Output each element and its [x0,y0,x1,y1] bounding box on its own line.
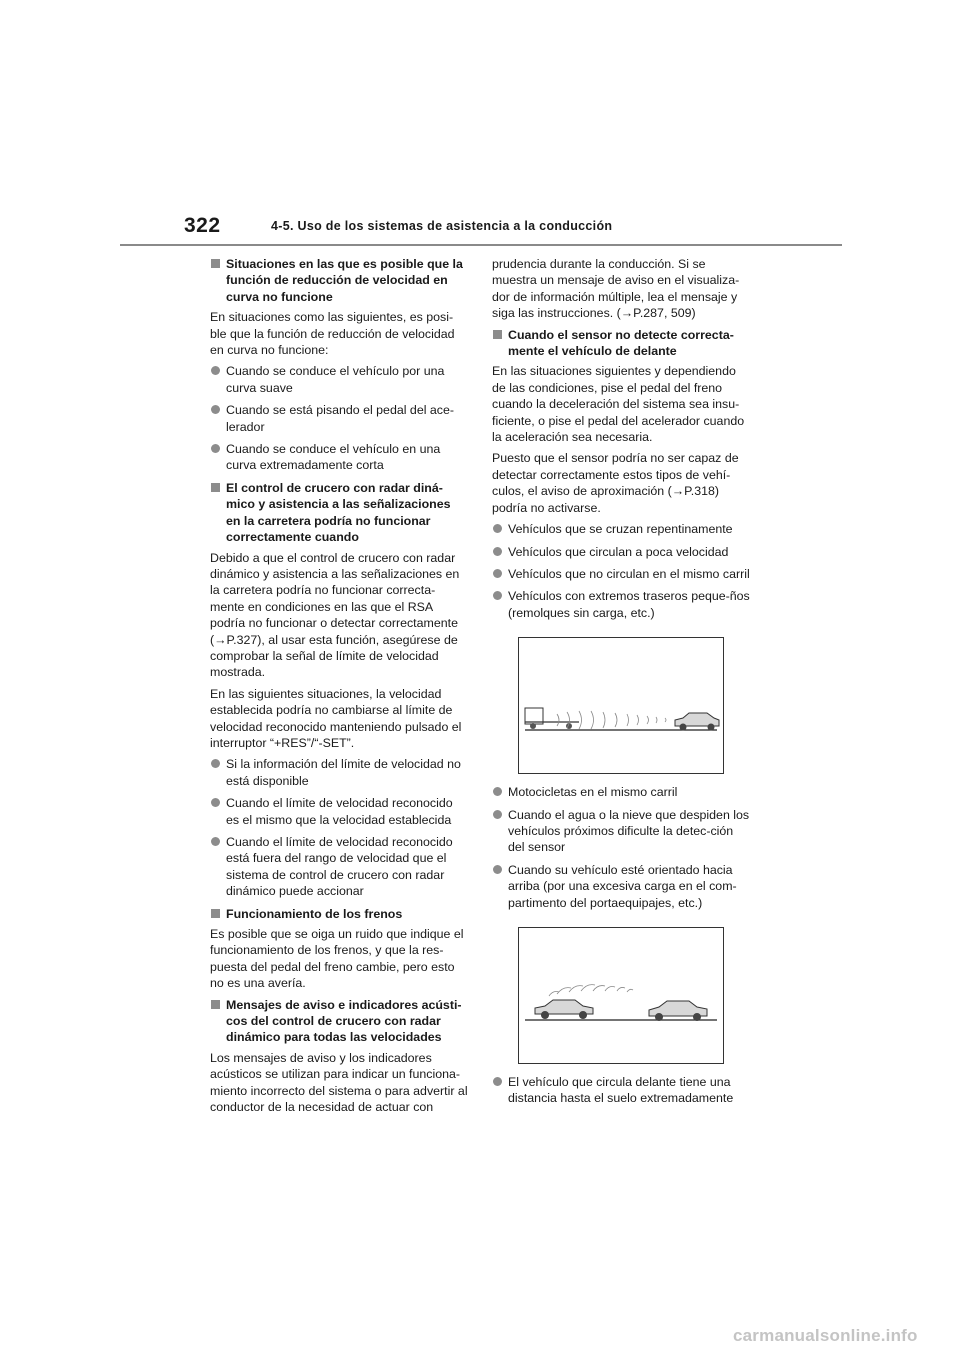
right-column [492,256,750,1113]
paragraph: Debido a que el control de crucero con radar dinámico y asistencia a las señalizaciones en la carretera podría no funcionar correcta-mente en condiciones en las que el RSA podría no funcionar o detectar correctamente (→P.327), al usar esta función, asegúrese de comprobar la señal de límite de velocidad mostrada. [210,550,460,680]
watermark: carmanualsonline.info [733,1326,918,1345]
page-number: 322 [184,214,221,237]
heading-brake-operation: Funcionamiento de los frenos [210,906,468,922]
paragraph: En las situaciones siguientes y dependiendo de las condiciones, pise el pedal del freno cuando la deceleración del sistema sea insu-ficiente, o pise el pedal del acelerador cuando la aceleración sea necesaria. [492,364,745,445]
illustration-truck-trailer [518,637,724,774]
heading-warning-messages: Mensajes de aviso e indicadores acústi-cos del control de crucero con radar dinámico para todas las velocidades [210,997,468,1046]
paragraph: En las siguientes situaciones, la velocidad establecida podría no cambiarse al límite de velocidad reconocido manteniendo pulsado el interruptor “+RES”/“-SET”. [210,686,462,750]
bullet-item: El vehículo que circula delante tiene una distancia hasta el suelo extremadamente [492,1074,750,1107]
bullet-item: Cuando el agua o la nieve que despiden los vehículos próximos dificulte la detec-ción del sensor [492,807,750,856]
truck-car-illustration [519,638,723,773]
bullet-item: Vehículos que circulan a poca velocidad [492,544,750,560]
bullet-item: Cuando se conduce el vehículo por una curva suave [210,363,468,396]
bullet-item: Vehículos con extremos traseros peque-ños (remolques sin carga, etc.) [492,588,750,621]
paragraph: Los mensajes de aviso y los indicadores acústicos se utilizan para indicar un funciona-miento incorrecto del sistema o para advertir al conductor de la necesidad de actuar con [210,1050,468,1115]
paragraph: Puesto que el sensor podría no ser capaz de detectar correctamente estos tipos de vehí-culos, el aviso de aproximación (→P.318) podría no activarse. [492,451,739,515]
bullet-item: Cuando el límite de velocidad reconocido es el mismo que la velocidad establecida [210,795,468,828]
bullet-item: Cuando se está pisando el pedal del ace-lerador [210,402,468,435]
tilted-car-illustration [519,928,723,1063]
heading-curve-speed-reduction: Situaciones en las que es posible que la función de reducción de velocidad en curva no funcione [210,256,468,305]
bullet-item: Cuando el límite de velocidad reconocido está fuera del rango de velocidad que el sistema de control de crucero con radar dinámico puede accionar [210,834,468,900]
bullet-item: Si la información del límite de velocidad no está disponible [210,756,468,789]
paragraph: En situaciones como las siguientes, es posi-ble que la función de reducción de velocidad en curva no funcione: [210,310,455,358]
bullet-item: Motocicletas en el mismo carril [492,784,750,800]
left-column [210,256,468,1121]
bullet-item: Vehículos que no circulan en el mismo carril [492,566,750,582]
section-title: 4-5. Uso de los sistemas de asistencia a la conducción [271,219,613,233]
heading-cruise-control-rsa: El control de crucero con radar diná-mico y asistencia a las señalizaciones en la carretera podría no funcionar correctamente cuando [210,480,468,546]
paragraph: prudencia durante la conducción. Si se muestra un mensaje de aviso en el visualiza-dor de información múltiple, lea el mensaje y siga las instrucciones. (→P.287, 509) [492,257,740,321]
heading-sensor-detection: Cuando el sensor no detecte correcta-mente el vehículo de delante [492,327,750,360]
bullet-item: Cuando se conduce el vehículo en una curva extremadamente corta [210,441,468,474]
header-rule [120,244,842,246]
bullet-item: Cuando su vehículo esté orientado hacia arriba (por una excesiva carga en el com-partimento del portaequipajes, etc.) [492,862,750,911]
illustration-vehicle-tilted [518,927,724,1064]
bullet-item: Vehículos que se cruzan repentinamente [492,521,750,537]
paragraph: Es posible que se oiga un ruido que indique el funcionamiento de los frenos, y que la res-puesta del pedal del freno cambie, pero esto no es una avería. [210,927,464,991]
